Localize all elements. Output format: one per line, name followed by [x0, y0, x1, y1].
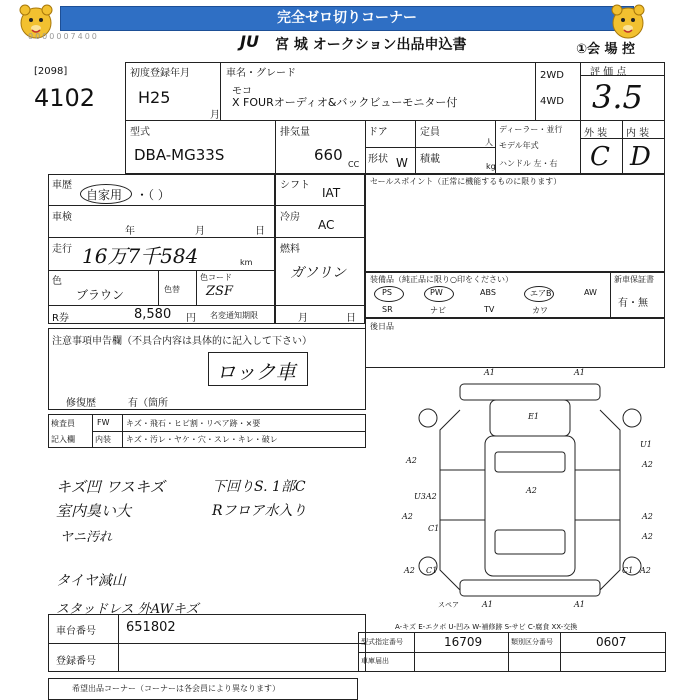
history-label: 車歴	[52, 180, 72, 191]
handle-label: ハンドル 左・右	[499, 159, 558, 168]
note-line-5: スタッドレス 外AWキズ	[56, 602, 199, 617]
equip-tv: TV	[484, 305, 495, 314]
displacement-value: 660	[314, 146, 343, 164]
equip-ps: PS	[382, 288, 392, 297]
mark-c1-rear-left: C1	[426, 566, 438, 575]
mark-u1-right: U1	[640, 440, 652, 449]
mark-a2-right-2: A2	[642, 512, 653, 521]
reg-date-label: 車庫届出	[361, 657, 389, 665]
repair-value: 有（箇所	[128, 398, 168, 409]
recycle-amount: 8,580	[134, 307, 172, 322]
color-code-value: ZSF	[206, 284, 233, 299]
mark-a1-rear-right: A1	[574, 600, 585, 609]
car-grade-label: 車名・グレード	[226, 68, 296, 79]
capacity-label: 定員	[420, 127, 440, 138]
rear-item-block	[365, 318, 665, 368]
class-no-value: 0607	[596, 635, 627, 649]
model-year-label: モデル年式	[499, 141, 539, 150]
note-line-3: ヤニ汚れ	[60, 530, 113, 545]
lock-note: ロック車	[216, 360, 296, 384]
inspection-day: 日	[255, 226, 265, 237]
inspection-month: 月	[195, 226, 205, 237]
equip-sr: SR	[382, 305, 393, 314]
mark-e1-roof: A2	[526, 486, 537, 495]
bear-mascot-right-icon	[606, 2, 650, 42]
color-label: 色	[52, 276, 62, 287]
spare-label: スペア	[438, 601, 459, 609]
venue-copy-label: ①会 場 控	[576, 42, 636, 57]
rating-label: 評 価 点	[590, 67, 627, 78]
load-label: 積載	[420, 154, 440, 165]
first-reg-year: H25	[138, 88, 171, 107]
mark-a2-rear-right: A2	[640, 566, 651, 575]
equip-navi: ナビ	[430, 306, 446, 315]
shape-value: W	[396, 156, 408, 170]
kg-unit: kg	[486, 162, 496, 171]
first-reg-label: 初度登録年月	[130, 68, 190, 79]
sales-point-block	[365, 174, 665, 272]
model-code-label: 型式	[130, 127, 150, 138]
interior-grade: D	[630, 142, 651, 172]
fw-options: キズ・飛石・ヒビ割・リペア跡・×要	[126, 419, 261, 428]
yen-unit: 円	[186, 313, 196, 324]
equip-leather: カワ	[532, 306, 548, 315]
mark-a1-front-right: A1	[574, 368, 585, 377]
mark-e1-hood: E1	[528, 412, 539, 421]
interior-label: 内 装	[626, 128, 650, 139]
car-grade: X FOURオーディオ&バックビューモニター付	[232, 96, 458, 109]
equip-pw: PW	[430, 288, 443, 297]
mileage-value: 16万7千584	[82, 244, 199, 268]
car-name: モコ	[232, 86, 252, 97]
damage-legend: A-キズ E-エクボ U-凹み W-補修跡 S-サビ C-腐食 XX-交換	[395, 623, 578, 631]
equipment-label: 装備品（純正品に限り○印をください）	[370, 275, 513, 284]
rear-item-label: 後日品	[370, 322, 394, 331]
mark-a2-rear-left: A2	[404, 566, 415, 575]
dealer-label: ディーラー・並行	[499, 125, 563, 134]
note-line-1: キズ凹 ワスキズ	[56, 478, 165, 496]
mark-a2-right-3: A2	[642, 532, 653, 541]
mark-a2-right-1: A2	[642, 460, 653, 469]
lot-ref: [2098]	[34, 66, 68, 77]
mark-c1-left: C1	[428, 524, 440, 533]
interior-options: キズ・汚レ・ヤケ・穴・スレ・キレ・破レ	[126, 435, 278, 444]
exterior-grade: C	[590, 142, 610, 172]
mark-a2-left-2: A2	[402, 512, 413, 521]
color-swap-label: 色替	[164, 285, 180, 294]
drive-2wd: 2WD	[540, 70, 564, 81]
shift-label: シフト	[280, 180, 310, 191]
month-label: 月	[210, 110, 220, 121]
notice-label: 名変通知期限	[210, 311, 258, 320]
equip-aw: AW	[584, 288, 597, 297]
cooling-value: AC	[318, 218, 335, 232]
inspector-label: 検査員	[51, 419, 75, 428]
class-no-label: 類別区分番号	[511, 638, 553, 646]
notice-day: 日	[346, 313, 356, 324]
fuel-value: ガソリン	[290, 265, 346, 281]
repair-label: 修復歴	[66, 398, 96, 409]
note-line-2: 室内臭い大	[56, 502, 132, 520]
desired-corner-label: 希望出品コーナー（コーナーは各会員により異なります）	[72, 684, 280, 693]
cc-unit: CC	[348, 160, 360, 169]
mark-a2-left-1: A2	[406, 456, 417, 465]
history-value: 自家用	[86, 188, 123, 202]
doors-label: ドア	[368, 127, 388, 138]
model-code: DBA-MG33S	[134, 146, 225, 164]
fw-label: FW	[97, 418, 110, 427]
person-unit: 人	[485, 138, 493, 147]
equip-abs: ABS	[480, 288, 496, 297]
mark-a1-front-left: A1	[484, 368, 495, 377]
reg-no-label: 登録番号	[56, 656, 96, 667]
recycle-label: R券	[52, 313, 69, 324]
shift-value: IAT	[322, 186, 341, 200]
rating-value: 3.5	[592, 78, 643, 116]
equip-airbag: エアB	[530, 289, 552, 298]
notice-month: 月	[298, 313, 308, 324]
mileage-label: 走行	[52, 244, 72, 255]
fuel-label: 燃料	[280, 244, 300, 255]
form-no-label: 型式指定番号	[361, 638, 403, 646]
entry-label: 記入欄	[51, 435, 75, 444]
note-line-6: 下回りS. 1部C	[212, 479, 306, 495]
displacement-label: 排気量	[280, 127, 310, 138]
inspection-year: 年	[125, 226, 135, 237]
interior-row-label: 内装	[95, 435, 111, 444]
note-line-4: タイヤ減山	[56, 573, 126, 589]
inspection-label: 車検	[52, 212, 72, 223]
faint-number: 0000007400	[28, 32, 99, 41]
cooling-label: 冷房	[280, 212, 300, 223]
drive-4wd: 4WD	[540, 96, 564, 107]
color-value: ブラウン	[76, 288, 125, 302]
ju-logo: JU	[240, 32, 259, 51]
exterior-label: 外 装	[584, 128, 608, 139]
mark-u3a2-left: U3A2	[414, 492, 437, 501]
mark-a1-rear-left: A1	[482, 600, 493, 609]
form-no-value: 16709	[444, 635, 483, 649]
notes-label: 注意事項申告欄（不具合内容は具体的に記入して下さい）	[52, 336, 312, 347]
warranty-value: 有・無	[618, 298, 648, 309]
sales-point-label: セールスポイント（正常に機能するものに限ります）	[370, 177, 562, 186]
chassis-label: 車台番号	[56, 626, 96, 637]
shape-label: 形状	[368, 154, 388, 165]
note-line-7: Rフロア水入り	[212, 503, 307, 519]
mark-c1-rear-right: C1	[622, 566, 634, 575]
km-unit: km	[240, 258, 253, 267]
banner-title: 完全ゼロ切りコーナー	[60, 6, 634, 31]
lot-number: 4102	[34, 84, 96, 112]
warranty-label: 新車保証書	[614, 275, 654, 284]
history-rest: ・（ ）	[136, 188, 170, 202]
chassis-number: 651802	[126, 620, 176, 635]
form-title: 宮 城 オークション出品申込書	[275, 37, 467, 53]
color-code-label: 色コード	[200, 273, 232, 282]
